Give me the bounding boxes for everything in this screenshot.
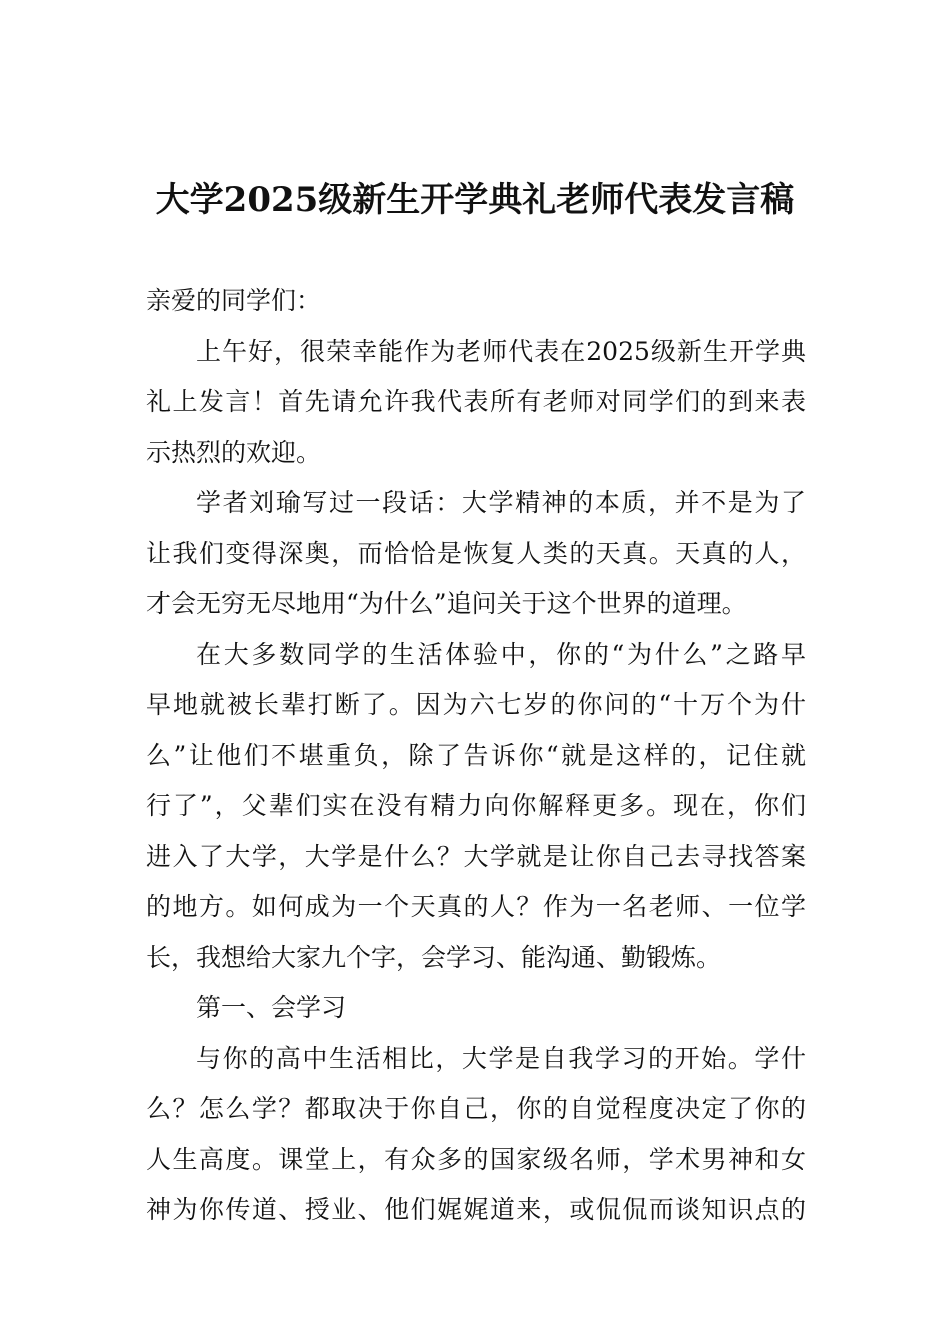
text-line: 在大多数同学的生活体验中，你的“为什么”之路早 xyxy=(196,639,806,669)
text-line: 第一、会学习 xyxy=(196,993,347,1022)
text-line: 上午好，很荣幸能作为老师代表在2025级新生开学典 xyxy=(196,336,806,366)
text-line: 学者刘瑜写过一段话：大学精神的本质，并不是为了 xyxy=(196,488,806,517)
text-line: 让我们变得深奥，而恰恰是恢复人类的天真。天真的人， xyxy=(146,538,806,568)
text-line: 亲爱的同学们： xyxy=(146,286,322,315)
text-line: 示热烈的欢迎。 xyxy=(146,437,322,467)
text-line: 神为你传道、授业、他们娓娓道来，或侃侃而谈知识点的 xyxy=(146,1195,806,1224)
text-line: 礼上发言！首先请允许我代表所有老师对同学们的到来表 xyxy=(146,387,806,416)
text-line: 长，我想给大家九个字，会学习、能沟通、勤锻炼。 xyxy=(146,942,722,972)
paragraph-4 xyxy=(146,1034,806,1236)
text-line: 与你的高中生活相比，大学是自我学习的开始。学什 xyxy=(196,1043,806,1073)
document-title: 大学2025级新生开学典礼老师代表发言稿 xyxy=(155,180,795,220)
text-line: 行了”，父辈们实在没有精力向你解释更多。现在，你们 xyxy=(146,791,806,820)
salutation xyxy=(146,276,806,327)
text-line: 么？怎么学？都取决于你自己，你的自觉程度决定了你的 xyxy=(146,1094,806,1123)
document-body xyxy=(146,276,806,1236)
text-line: 的地方。如何成为一个天真的人？作为一名老师、一位学 xyxy=(146,892,806,921)
text-line: 进入了大学，大学是什么？大学就是让你自己去寻找答案 xyxy=(146,841,806,871)
paragraph-1 xyxy=(146,327,806,479)
text-line: 早地就被长辈打断了。因为六七岁的你问的“十万个为什 xyxy=(146,690,806,719)
text-line: 人生高度。课堂上，有众多的国家级名师，学术男神和女 xyxy=(146,1144,806,1174)
text-line: 么”让他们不堪重负，除了告诉你“就是这样的，记住就 xyxy=(146,740,806,770)
section-heading-1 xyxy=(146,983,806,1034)
paragraph-2 xyxy=(146,478,806,630)
paragraph-3 xyxy=(146,630,806,984)
text-line: 才会无穷无尽地用“为什么”追问关于这个世界的道理。 xyxy=(146,589,747,618)
